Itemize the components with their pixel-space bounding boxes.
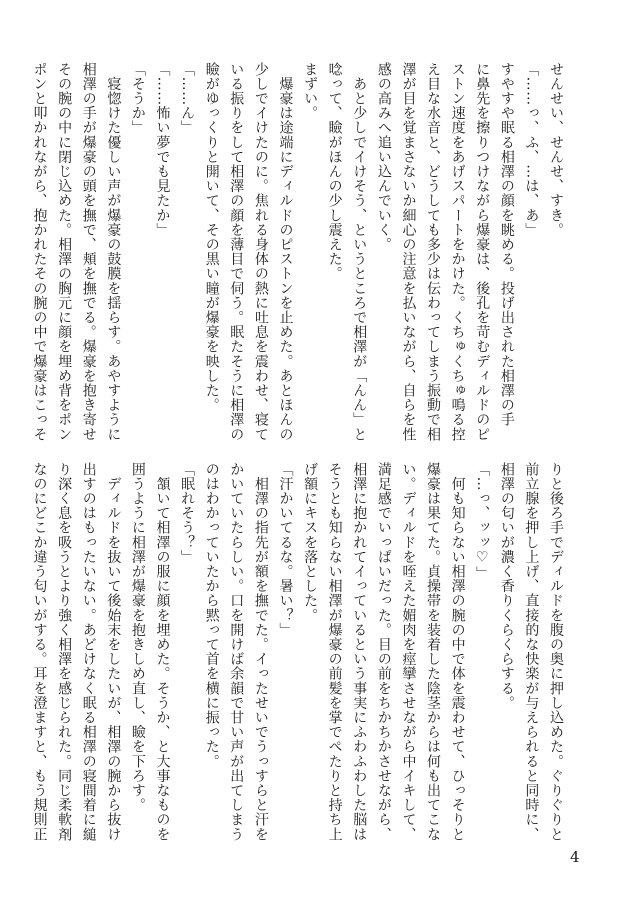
text-line: 「眠れそう？」 [179,462,196,565]
text-line: 相澤の手が爆豪の頭を撫で、頬を撫でる。爆豪を抱き寄せ [80,62,97,442]
text-line: りと後ろ手でディルドを腹の奥に押し込めた。ぐりぐりと [548,462,564,842]
text-line: 「…っ、ッッ♡」 [474,462,491,581]
text-line: 囲うように相澤が爆豪を抱きしめ直し、瞼を下ろす。 [129,462,146,813]
text-line: 相澤に抱かれてイっているという事実にふわふわした脳は [351,462,368,842]
text-line: 瞼がゆっくりと開いて、その黒い瞳が爆豪を映した。 [203,62,220,413]
text-line: 澤が目を覚まさないか細心の注意を払いながら、自らを性 [400,62,417,442]
text-line: そうとも知らない相澤が爆豪の前髪を掌でぺたりと持ち上 [326,462,343,842]
text-line: え目な水音と、どうしても多少は伝わってしまう振動で相 [425,62,442,442]
text-line: かいていたらしい。口を開けば余韻で甘い声が出てしまう [228,462,245,842]
text-line: あと少しでイけそう、というところで相澤が「んん」と [351,62,368,442]
text-line: 出すのはもったいない。あどけなく眠る相澤の寝間着に縋 [80,462,97,842]
text-line: ストン速度をあげスパートをかけた。くちゅくちゅ鳴る控 [449,62,466,442]
text-line: 感の高みへ追い込んでいく。 [375,62,392,252]
text-line: その腕の中に閉じ込めた。相澤の胸元に顔を埋め背をポン [56,62,73,442]
text-line: 爆豪は途端にディルドのピストンを止めた。あとほんの [277,62,294,442]
text-line: なのにどこか違う匂いがする。耳を澄ますと、もう規則正 [31,462,48,842]
text-line: 相澤の指先が額を撫でた。イったせいでうっすらと汗を [252,462,269,842]
text-line: 「……っ、ふ、…は、あ」 [523,62,540,238]
page-number: 4 [570,848,580,866]
text-line: 満足感でいっぱいだった。目の前をちかちかさせながら、 [375,462,392,842]
text-line: 「……怖い夢でも見たか」 [154,62,171,238]
text-line: 「そうか」 [129,62,146,135]
text-line: 寝惚けた優しい声が爆豪の鼓膜を揺らす。あやすように [105,62,122,442]
text-line: 頷いて相澤の服に顔を埋めた。そうか、と大事なものを [154,462,171,842]
text-line: 相澤の匂いが濃く香りくらくらする。 [498,462,515,711]
text-block-top [31,62,568,442]
text-line: ディルドを抜いて後始末をしたいが、相澤の腕から抜け [105,462,122,842]
text-line: のはわかっていたから黙って首を横に振った。 [203,462,220,769]
text-line: まずい。 [302,62,319,121]
text-line: げ額にキスを落とした。 [302,462,319,623]
text-line: 「汗かいてるな。暑い？」 [277,462,294,638]
text-line: 少しでイけたのに。焦れる身体の熱に吐息を震わせ、寝て [252,62,269,442]
text-line: り深く息を吸うとより強く相澤を感じられた。同じ柔軟剤 [56,462,73,842]
text-line: いる振りをして相澤の顔を薄目で伺う。眠たそうに相澤の [228,62,245,442]
text-line: 何も知らない相澤の腕の中で体を震わせて、ひっそりと [449,462,466,842]
text-line: 爆豪は果てた。貞操帯を装着した陰茎からは何も出てこな [425,462,442,842]
text-line: に鼻先を擦りつけながら爆豪は、後孔を苛むディルドのピ [474,62,491,442]
text-line: すやすや眠る相澤の顔を眺める。投げ出された相澤の手 [498,62,515,427]
text-line: 「……ん」 [179,62,196,135]
text-block-bottom [31,462,568,842]
text-line: ポンと叩かれながら、抱かれたその腕の中で爆豪はこっそ [31,62,48,442]
text-line: 唸って、瞼がほんの少し震えた。 [326,62,343,281]
text-line: せんせい、せんせ、すき。 [548,62,564,238]
text-line: 前立腺を押し上げ、直接的な快楽が与えられると同時に、 [523,462,540,842]
text-line: い。ディルドを咥えた媚肉を痙攣させながら中イキして、 [400,462,417,842]
